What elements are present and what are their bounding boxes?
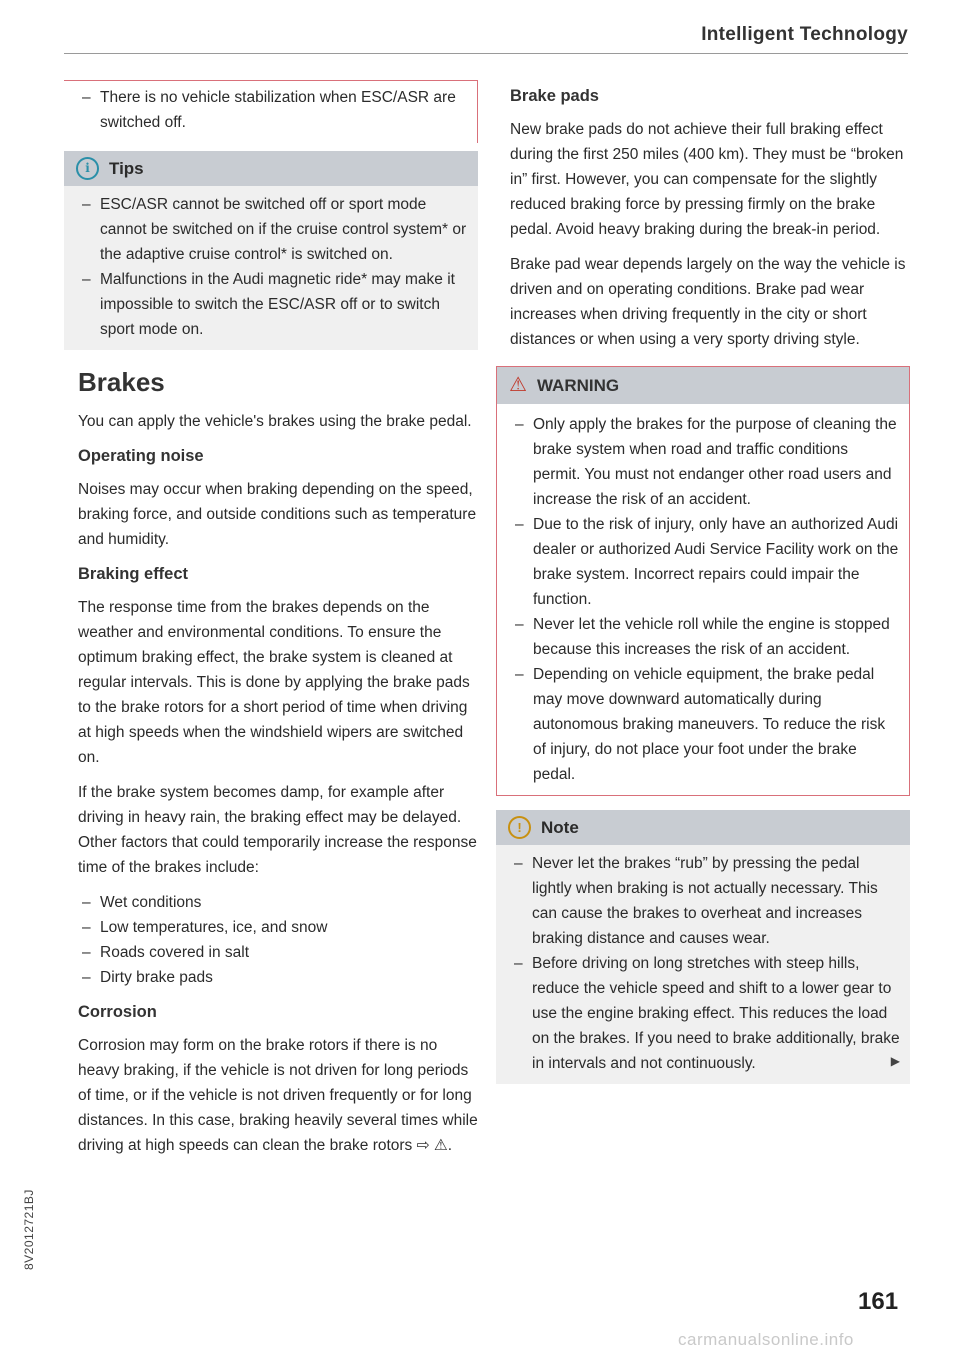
warning-title: WARNING — [536, 376, 620, 395]
page-number: 161 — [858, 1288, 899, 1315]
tip-item: – Malfunctions in the Audi magnetic ride* may make it impossible to switch the ESC/ASR off or to switch sport mode on. — [78, 267, 468, 342]
left-column — [78, 80, 478, 1168]
effect-item: – Low temperatures, ice, and snow — [78, 915, 478, 940]
warning-box — [496, 366, 910, 796]
intro-bullet: – There is no vehicle stabilization when ESC/ASR are switched off. — [78, 85, 463, 135]
warning-header — [497, 367, 909, 404]
effect-item: – Roads covered in salt — [78, 940, 478, 965]
warning-continuation-box — [64, 80, 478, 143]
warning-item: – Only apply the brakes for the purpose of cleaning the brake system when road and traffic conditions permit. You must not endanger other road users and increase the risk of an accident. — [511, 412, 899, 512]
corrosion-text: Corrosion may form on the brake rotors if there is no heavy braking, if the vehicle is not driven for long periods of time, or if the vehicle is not driven frequently or for long distances. In this case, braking heavily several times while driving at high speeds can clean the brake rotors ⇨ ⚠. — [78, 1037, 478, 1154]
pads-text-2: Brake pad wear depends largely on the way the vehicle is driven and on operating conditions. Brake pad wear increases when driving frequently in the city or short distances or when using a very sporty driving style. — [510, 256, 906, 348]
subheading-corrosion: Corrosion — [78, 1003, 157, 1021]
tips-header — [64, 151, 478, 186]
note-exclamation-icon: ! — [508, 816, 531, 839]
warning-triangle-icon: ⚠ — [509, 374, 527, 396]
right-column — [510, 74, 910, 1094]
tip-item: – ESC/ASR cannot be switched off or sport mode cannot be switched on if the cruise control system* or the adaptive cruise control* is switched on. — [78, 192, 468, 267]
effect-text-2: If the brake system becomes damp, for example after driving in heavy rain, the braking effect may be delayed. Other factors that could temporarily increase the response time of the brakes include: — [78, 784, 477, 876]
subheading-braking-effect: Braking effect — [78, 565, 189, 583]
section-title-brakes: Brakes — [78, 367, 165, 397]
subheading-brake-pads: Brake pads — [510, 87, 599, 105]
effect-item: – Dirty brake pads — [78, 965, 478, 990]
continue-arrow-icon: ▶ — [890, 1054, 900, 1068]
note-item: – Before driving on long stretches with steep hills, reduce the vehicle speed and shift to a lower gear to use the engine braking effect. This reduces the load on the brakes. If you need to brake additionally, brake in intervals and not continuously. — [510, 951, 900, 1076]
page-header-title: Intelligent Technology — [701, 24, 908, 45]
info-icon: i — [76, 157, 99, 180]
brakes-intro: You can apply the vehicle's brakes using the brake pedal. — [78, 413, 472, 430]
warning-item: – Due to the risk of injury, only have an authorized Audi dealer or authorized Audi Service Facility work on the brake system. Incorrect repairs could impair the function. — [511, 512, 899, 612]
watermark: carmanualsonline.info — [678, 1330, 854, 1349]
effect-text-1: The response time from the brakes depends on the weather and environmental conditions. To ensure the optimum braking effect, the brake system is cleaned at regular intervals. This is done by applying the brake pads to the brake rotors for a short period of time when driving at high speeds when the windshield wipers are switched on. — [78, 599, 470, 766]
effect-item: – Wet conditions — [78, 890, 478, 915]
warning-item: – Depending on vehicle equipment, the brake pedal may move downward automatically during autonomous braking maneuvers. To reduce the risk of injury, do not place your foot under the brake pedal. — [511, 662, 899, 787]
tips-panel — [64, 151, 478, 350]
warning-item: – Never let the vehicle roll while the engine is stopped because this increases the risk of an accident. — [511, 612, 899, 662]
noise-text: Noises may occur when braking depending on the speed, braking force, and outside conditions such as temperature and humidity. — [78, 481, 477, 548]
note-title: Note — [541, 818, 579, 837]
note-item: – Never let the brakes “rub” by pressing the pedal lightly when braking is not actually necessary. This can cause the brakes to overheat and increases braking distance and causes wear. — [510, 851, 900, 951]
subheading-operating-noise: Operating noise — [78, 447, 204, 465]
tips-title: Tips — [109, 159, 144, 178]
document-code: 8V2012721BJ — [22, 1189, 36, 1270]
pads-text-1: New brake pads do not achieve their full braking effect during the first 250 miles (400 km). They must be “broken in” first. However, you can compensate for the slightly reduced braking force by pressing firmly on the brake pedal. Avoid heavy braking during the break-in period. — [510, 121, 904, 238]
header-divider — [64, 53, 908, 54]
note-panel — [496, 810, 910, 1084]
note-header — [496, 810, 910, 845]
